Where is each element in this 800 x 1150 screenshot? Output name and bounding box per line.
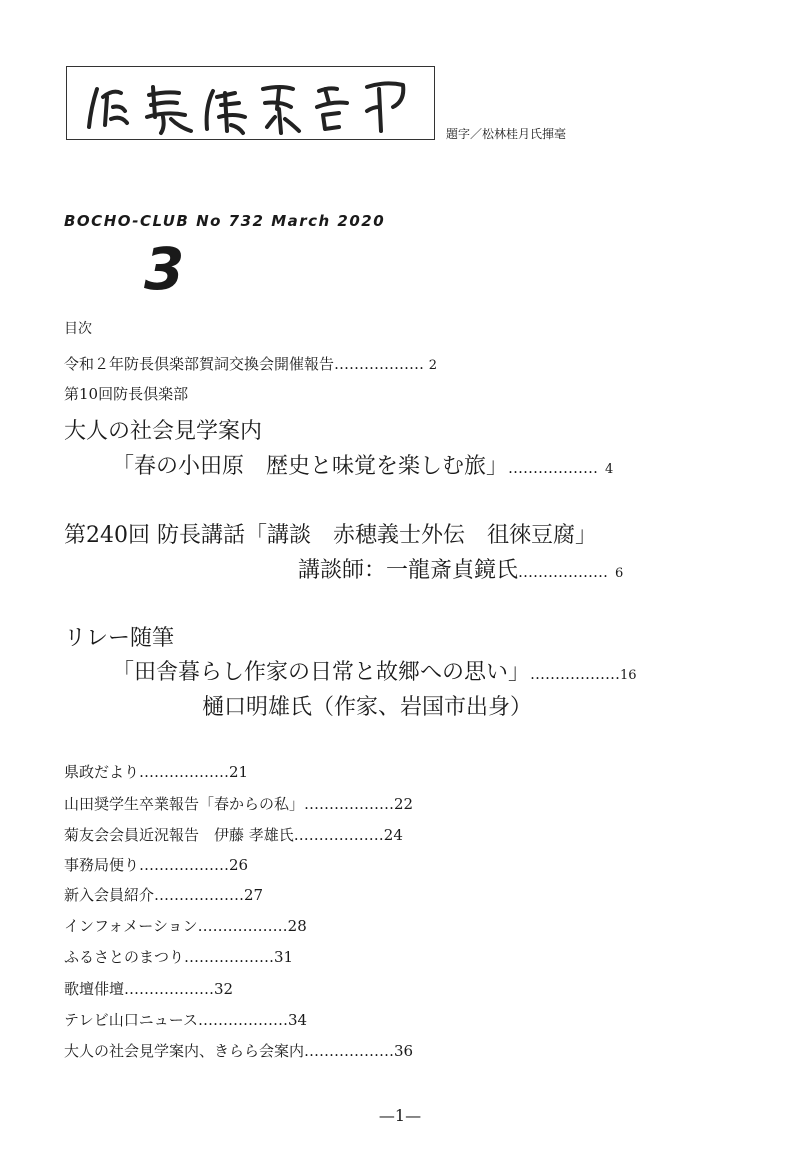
toc-short-entry[interactable] — [64, 1012, 307, 1029]
toc-leader: ……………… — [304, 795, 395, 813]
toc-short-entry[interactable] — [64, 918, 307, 935]
calligraphy-logo-icon — [67, 67, 436, 141]
toc-leader: ……………… — [139, 763, 230, 781]
toc-entry-title: ふるさとのまつり — [64, 948, 185, 966]
toc-short-entry[interactable] — [64, 1043, 413, 1060]
toc-entry-title: 令和２年防長倶楽部賀詞交換会開催報告 — [64, 355, 335, 373]
toc-leader: ……………… — [154, 886, 245, 904]
toc-page-number: 24 — [383, 826, 403, 844]
issue-month-numeral: 3 — [144, 235, 185, 303]
toc-leader: ……………… — [293, 826, 384, 844]
toc-page-number: 26 — [229, 856, 249, 874]
toc-leader: ……………… — [334, 355, 425, 373]
masthead-credit: 題字／松林桂月氏揮毫 — [446, 127, 567, 141]
toc-entry-title: 大人の社会見学案内、きらら会案内 — [64, 1042, 305, 1060]
toc-entry-speaker: 講談師：一龍斎貞鏡氏 — [298, 558, 519, 583]
toc-short-entry[interactable] — [64, 949, 293, 966]
toc-page-number: 4 — [605, 462, 614, 477]
toc-entry-subtitle: 「春の小田原 歴史と味覚を楽しむ旅」 — [112, 454, 509, 479]
toc-entry-title: 菊友会会員近況報告 伊藤 孝雄氏 — [64, 826, 294, 844]
toc-page-number: 28 — [287, 917, 307, 935]
toc-page-number: 21 — [229, 763, 249, 781]
toc-entry-title: 事務局便り — [64, 856, 140, 874]
toc-entry-2-subtitle-line[interactable] — [112, 455, 613, 479]
toc-entry-title: 新入会員紹介 — [64, 886, 155, 904]
issue-line: BOCHO-CLUB No 732 March 2020 — [64, 212, 386, 230]
toc-page-number: 2 — [428, 358, 438, 373]
toc-page-number: 27 — [244, 886, 264, 904]
toc-leader: ……………… — [184, 948, 275, 966]
toc-entry-subtitle: 「田舎暮らし作家の日常と故郷への思い」 — [112, 660, 531, 685]
page-footer-number: —1— — [378, 1106, 422, 1125]
toc-short-entry[interactable] — [64, 796, 413, 813]
toc-page-number: 6 — [615, 566, 624, 581]
toc-entry-4-subtitle-line[interactable] — [112, 661, 637, 685]
toc-entry-title: 山田奨学生卒業報告「春からの私」 — [64, 795, 305, 813]
toc-entry-3-heading[interactable]: 第240回 防長講話「講談 赤穂義士外伝 徂徠豆腐」 — [64, 523, 597, 548]
toc-leader: ……………… — [139, 856, 230, 874]
toc-entry-title: 歌壇俳壇 — [64, 980, 125, 998]
toc-entry-4-author: 樋口明雄氏（作家、岩国市出身） — [202, 695, 533, 720]
toc-leader: ……………… — [518, 563, 609, 581]
toc-page-number: 36 — [394, 1042, 414, 1060]
toc-page-number: 22 — [394, 795, 414, 813]
toc-page-number: 34 — [287, 1011, 308, 1029]
toc-page-number: 32 — [214, 980, 234, 998]
toc-entry-title: インフォメーション — [64, 917, 198, 935]
toc-short-entry[interactable] — [64, 981, 233, 998]
toc-entry-2-heading[interactable]: 大人の社会見学案内 — [64, 419, 263, 444]
toc-short-entry[interactable] — [64, 764, 248, 781]
toc-label: 目次 — [64, 321, 92, 337]
toc-entry-4-heading[interactable]: リレー随筆 — [64, 626, 175, 651]
masthead-logo — [66, 66, 435, 140]
toc-leader: ……………… — [508, 459, 599, 477]
toc-entry-2-kicker: 第10回防長倶楽部 — [64, 385, 189, 403]
toc-entry-title: 県政だより — [64, 763, 140, 781]
toc-page-number: 31 — [274, 948, 294, 966]
toc-leader: ……………… — [530, 665, 621, 683]
toc-leader: ……………… — [124, 980, 215, 998]
toc-leader: ……………… — [304, 1042, 395, 1060]
toc-entry-title: テレビ山口ニュース — [64, 1011, 198, 1029]
toc-entry-1[interactable] — [64, 356, 437, 373]
toc-entry-3-speaker-line[interactable] — [298, 559, 623, 583]
toc-leader: ……………… — [197, 1011, 288, 1029]
toc-short-entry[interactable] — [64, 857, 248, 874]
toc-page-number: 16 — [620, 668, 637, 683]
toc-short-entry[interactable] — [64, 827, 403, 844]
toc-leader: ……………… — [197, 917, 288, 935]
toc-short-entry[interactable] — [64, 887, 263, 904]
